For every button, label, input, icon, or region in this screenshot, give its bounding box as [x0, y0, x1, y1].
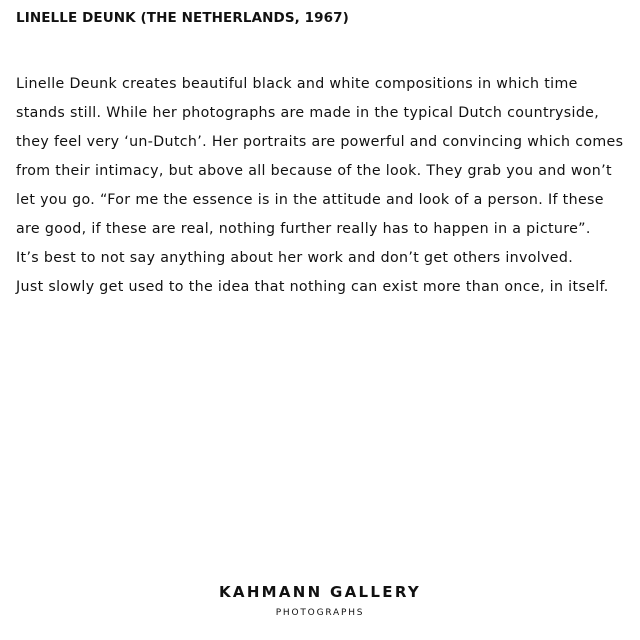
bio-line: Just slowly get used to the idea that nothing can exist more than once, in itself.	[16, 279, 609, 295]
bio-line: are good, if these are real, nothing further really has to happen in a picture”.	[16, 221, 591, 237]
artist-bio	[16, 70, 623, 302]
gallery-subtitle: PHOTOGRAPHS	[275, 608, 365, 618]
bio-line: from their intimacy, but above all because of the look. They grab you and won’t	[16, 163, 612, 179]
bio-line: let you go. “For me the essence is in the attitude and look of a person. If these	[16, 192, 604, 208]
bio-line: stands still. While her photographs are made in the typical Dutch countryside,	[16, 105, 600, 121]
gallery-name: KAHMANN GALLERY	[218, 583, 422, 601]
bio-line: It’s best to not say anything about her work and don’t get others involved.	[16, 250, 574, 266]
bio-line: Linelle Deunk creates beautiful black and white compositions in which time	[16, 76, 578, 92]
artist-heading: LINELLE DEUNK (THE NETHERLANDS, 1967)	[16, 10, 349, 26]
gallery-logo	[0, 583, 640, 619]
bio-line: they feel very ‘un-Dutch’. Her portraits are powerful and convincing which comes	[16, 134, 624, 150]
